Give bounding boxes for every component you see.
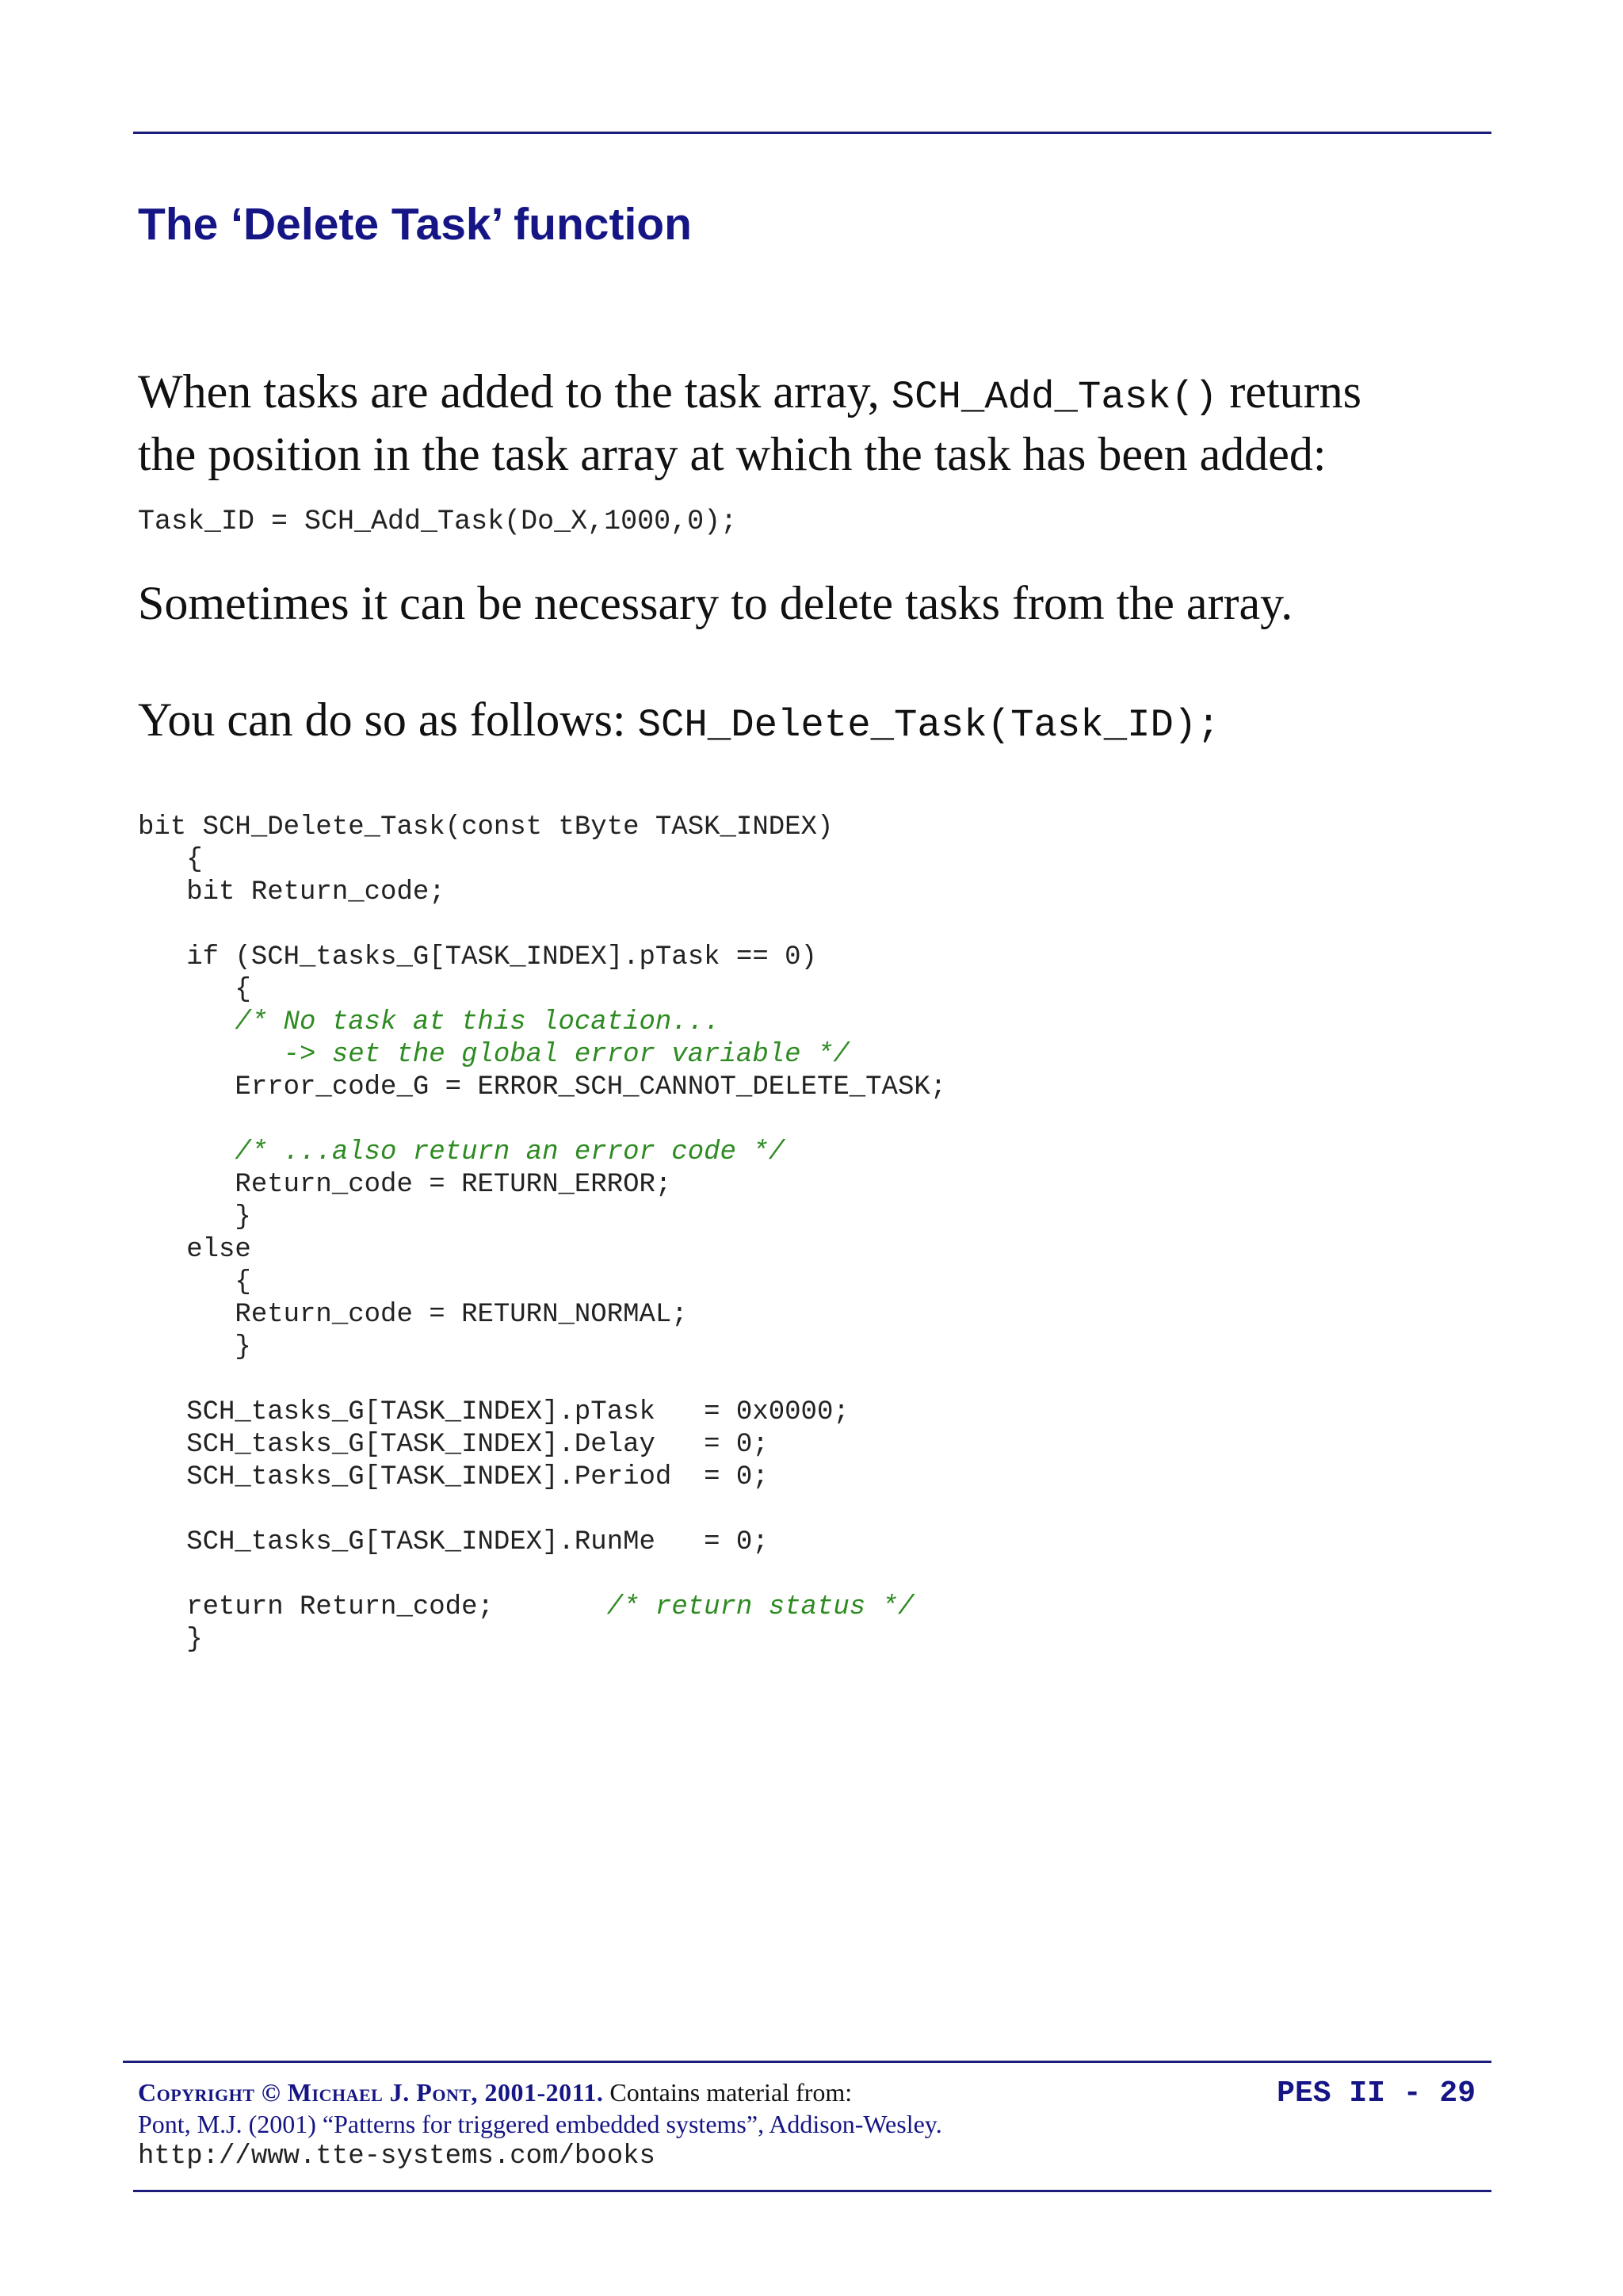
paragraph-add-task-line2: the position in the task array at which the task has been added: bbox=[138, 428, 1327, 480]
code-line: } bbox=[138, 1625, 203, 1655]
code-line: SCH_tasks_G[TASK_INDEX].RunMe = 0; bbox=[138, 1527, 769, 1557]
code-line: SCH_tasks_G[TASK_INDEX].pTask = 0x0000; bbox=[138, 1397, 850, 1427]
code-line: { bbox=[138, 975, 251, 1005]
code-comment: -> set the global error variable */ bbox=[138, 1040, 850, 1070]
code-line: { bbox=[138, 1267, 251, 1297]
code-line: } bbox=[138, 1202, 251, 1232]
footer-top-rule bbox=[123, 2061, 1491, 2063]
code-blank-line bbox=[138, 1559, 946, 1591]
code-line-return bbox=[138, 1591, 946, 1624]
footer bbox=[138, 2078, 1485, 2189]
footer-bottom-rule bbox=[133, 2190, 1491, 2192]
inline-code-add-task: SCH_Add_Task() bbox=[891, 375, 1218, 419]
paragraph-delete-how bbox=[138, 691, 1220, 754]
header-rule bbox=[133, 132, 1491, 134]
code-line: else bbox=[138, 1235, 251, 1265]
code-listing bbox=[138, 812, 946, 1656]
code-blank-line bbox=[138, 909, 946, 942]
footer-copyright-line bbox=[138, 2078, 852, 2107]
page-number: PES II - 29 bbox=[1277, 2076, 1476, 2111]
code-blank-line bbox=[138, 1364, 946, 1396]
paragraph-add-task bbox=[138, 363, 1361, 483]
code-line: Error_code_G = ERROR_SCH_CANNOT_DELETE_TASK; bbox=[138, 1072, 947, 1102]
code-comment: /* ...also return an error code */ bbox=[138, 1137, 785, 1167]
code-comment: /* No task at this location... bbox=[138, 1007, 720, 1037]
code-return-statement: return Return_code; bbox=[138, 1592, 607, 1622]
footer-citation: Pont, M.J. (2001) “Patterns for triggered embedded systems”, Addison-Wesley. bbox=[138, 2110, 942, 2138]
code-line: bit Return_code; bbox=[138, 877, 445, 907]
code-line: } bbox=[138, 1332, 251, 1362]
inline-code-delete-task: SCH_Delete_Task(Task_ID); bbox=[637, 703, 1220, 747]
example-code-line: Task_ID = SCH_Add_Task(Do_X,1000,0); bbox=[138, 506, 738, 537]
code-line: SCH_tasks_G[TASK_INDEX].Delay = 0; bbox=[138, 1430, 769, 1460]
code-blank-line bbox=[138, 1104, 946, 1137]
code-line: bit SCH_Delete_Task(const tByte TASK_INDEX) bbox=[138, 812, 834, 842]
code-line: SCH_tasks_G[TASK_INDEX].Period = 0; bbox=[138, 1462, 769, 1492]
code-blank-line bbox=[138, 1494, 946, 1526]
code-comment: /* return status */ bbox=[606, 1592, 915, 1622]
paragraph-delete-need: Sometimes it can be necessary to delete tasks from the array. bbox=[138, 577, 1293, 629]
footer-url: http://www.tte-systems.com/books bbox=[138, 2141, 655, 2172]
code-line: Return_code = RETURN_NORMAL; bbox=[138, 1300, 688, 1330]
paragraph-delete-how-text: You can do so as follows: bbox=[138, 693, 638, 746]
footer-contains-text: Contains material from: bbox=[603, 2078, 853, 2107]
code-line: Return_code = RETURN_ERROR; bbox=[138, 1170, 672, 1200]
code-line: if (SCH_tasks_G[TASK_INDEX].pTask == 0) bbox=[138, 942, 817, 972]
page-title: The ‘Delete Task’ function bbox=[138, 199, 692, 250]
code-line: { bbox=[138, 845, 203, 875]
paragraph-add-task-text: When tasks are added to the task array, bbox=[138, 365, 892, 418]
paragraph-add-task-text-end: returns bbox=[1217, 365, 1362, 418]
copyright-notice: Copyright © Michael J. Pont, 2001-2011. bbox=[138, 2078, 604, 2107]
